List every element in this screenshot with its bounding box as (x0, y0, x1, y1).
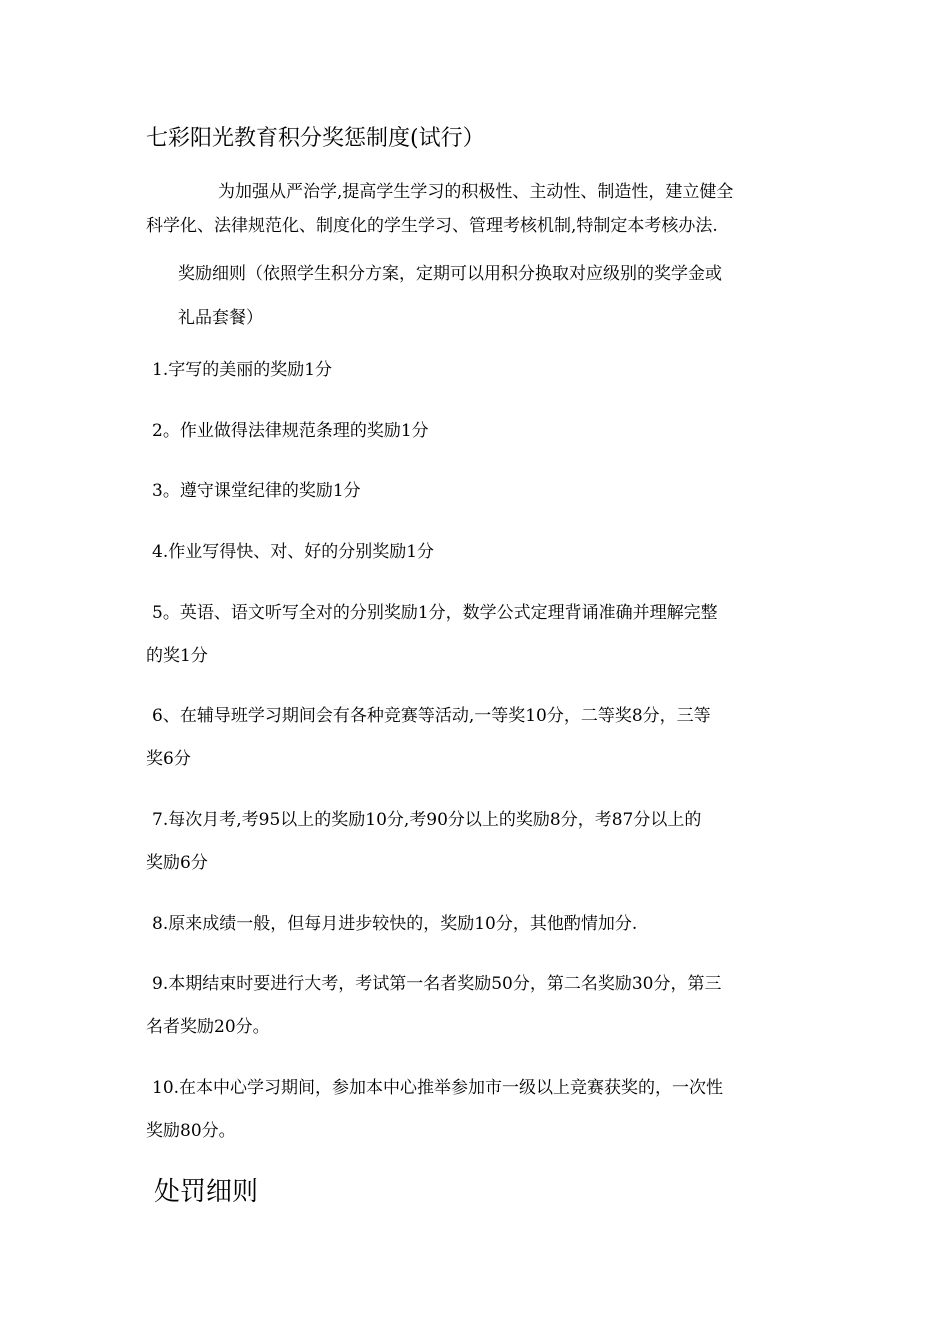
reward-item-8-line-1: 8.原来成绩一般，但每月进步较快的，奖励10分，其他酌情加分. (152, 914, 638, 934)
reward-item-7-line-2: 奖励6分 (146, 853, 208, 873)
reward-item-7-line-1: 7.每次月考,考95以上的奖励10分,考90分以上的奖励8分，考87分以上的 (152, 810, 702, 830)
reward-item-1-line-1: 1.字写的美丽的奖励1分 (152, 360, 333, 380)
reward-item-10-line-1: 10.在本中心学习期间，参加本中心推举参加市一级以上竞赛获奖的，一次性 (152, 1078, 724, 1098)
reward-item-5-line-2: 的奖1分 (146, 646, 208, 666)
reward-item-6 (146, 695, 711, 781)
reward-item-9-line-2: 名者奖励20分。 (146, 1017, 270, 1037)
reward-item-7 (146, 799, 701, 885)
reward-item-9 (146, 963, 721, 1049)
reward-item-10-line-2: 奖励80分。 (146, 1121, 236, 1141)
reward-item-3-line-1: 3。遵守课堂纪律的奖励1分 (152, 481, 361, 501)
reward-heading-line-2: 礼品套餐） (178, 308, 263, 328)
reward-rules-heading (178, 252, 722, 340)
penalty-rules-heading: 处罚细则 (154, 1177, 259, 1207)
reward-item-2-line-1: 2。作业做得法律规范条理的奖励1分 (152, 421, 429, 441)
reward-heading-line-1: 奖励细则（依照学生积分方案，定期可以用积分换取对应级别的奖学金或 (178, 264, 722, 284)
reward-item-6-line-2: 奖6分 (146, 749, 191, 769)
reward-item-2 (146, 410, 429, 453)
reward-item-1 (146, 349, 332, 392)
reward-item-4 (146, 531, 434, 574)
reward-item-9-line-1: 9.本期结束时要进行大考，考试第一名者奖励50分，第二名奖励30分，第三 (152, 974, 722, 994)
reward-item-3 (146, 470, 361, 513)
intro-line-2: 科学化、法律规范化、制度化的学生学习、管理考核机制,特制定本考核办法. (146, 216, 718, 236)
reward-item-5-line-1: 5。英语、语文听写全对的分别奖励1分，数学公式定理背诵准确并理解完整 (152, 603, 718, 623)
reward-item-6-line-1: 6、在辅导班学习期间会有各种竞赛等活动,一等奖10分，二等奖8分，三等 (152, 706, 711, 726)
reward-item-5 (146, 592, 718, 678)
document-title: 七彩阳光教育积分奖惩制度(试行） (146, 126, 485, 151)
reward-item-10 (146, 1067, 723, 1153)
reward-item-4-line-1: 4.作业写得快、对、好的分别奖励1分 (152, 542, 435, 562)
intro-paragraph (146, 175, 806, 243)
reward-item-8 (146, 903, 637, 946)
intro-line-1: 为加强从严治学,提高学生学习的积极性、主动性、制造性，建立健全 (218, 182, 734, 202)
